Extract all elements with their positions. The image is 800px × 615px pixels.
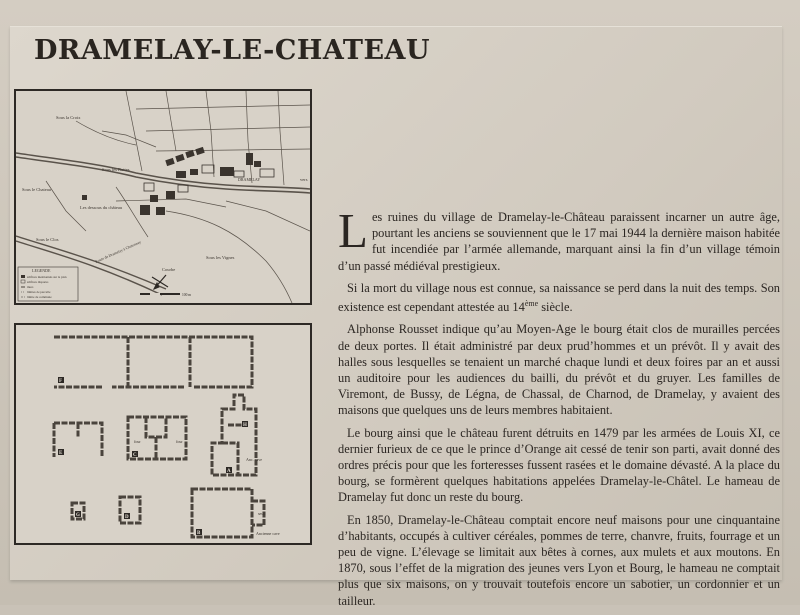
label-les-dessous-du-chateau: Les dessous du château [80, 205, 123, 210]
plan-marker: B [197, 531, 201, 536]
legend-item: édifices disparus [27, 280, 49, 284]
plan-marker: H [243, 423, 247, 428]
label-sous-les-vignes: Sous les Vignes [206, 255, 235, 260]
plan-marker: C [133, 453, 137, 458]
label-sous-la-croix: Sous la Croix [56, 115, 81, 120]
legend-title: LEGENDE [32, 268, 51, 273]
plan-marker: G [76, 513, 80, 518]
annotation-four-left: four [134, 439, 141, 444]
label-dramelay: DRAMELAY [238, 177, 261, 182]
legend-item: limite de commune [27, 295, 52, 299]
annotation-anc-cave: Anc. cave [246, 457, 262, 462]
information-sign [10, 26, 782, 608]
plan-marker: A [227, 469, 231, 474]
plan-marker: E [59, 451, 63, 456]
village-map-drawing [16, 91, 310, 303]
plan-marker: F [59, 379, 63, 384]
label-sous-le-chateau: Sous le Chateau [22, 187, 51, 192]
sign-title: DRAMELAY-LE-CHATEAU [34, 35, 431, 66]
building-plans [14, 323, 312, 545]
drop-cap: L [338, 203, 368, 258]
history-text [338, 203, 780, 615]
annotation-ancienne-cave: Ancienne cave [256, 531, 280, 536]
annotation-seuil: seuil [258, 511, 266, 516]
legend-item: édifices mentionnés sur le plan [27, 275, 67, 279]
building-plans-drawing [16, 325, 310, 543]
paragraph-middle-ages: Alphonse Rousset indique qu’au Moyen-Age le bourg était clos de murailles percées de deux portes. Il était administré par deux prud’hommes et un prévôt. Il y avait des halles sous lesquelles se tenaient un marché chaque lundi et deux foires par an et aussi un auditoire pour les audiences du bailli, du prévôt et du gruyer. Les familles de Viremont, de Bussy, de Légna, de Chassal, de Charnod, de Dramelay, y avaient des maisons que quelques uns de leurs membres habitaient. [338, 322, 780, 418]
scale-label: 100 m [182, 293, 192, 297]
superscript: ème [524, 299, 539, 309]
paragraph-origin [338, 280, 780, 316]
label-courbe: Courbe [162, 267, 176, 272]
plan-marker: D [125, 515, 129, 520]
label-route: Route de Dramelay à Chatonnay [94, 240, 142, 264]
label-sous-le-clos: Sous le Clos [36, 237, 59, 242]
legend-item: murs [27, 285, 34, 289]
village-map [14, 89, 312, 305]
label-vers: vers [300, 177, 308, 182]
paragraph-origin-end: siècle. [538, 300, 573, 315]
scale-bar [140, 293, 191, 297]
paragraph-destruction: Le bourg ainsi que le château furent détruits en 1479 par les armées de Louis XI, ce dernier furieux de ce que le prince d’Orange ait cessé de tenir son parti, avait donné des ordres précis pour que les forteresses fussent rasées et le domaine dévasté. A la place du bourg, se formèrent quelques habitations appelées Dramelay-le-Châtel. Le hameau de Dramelay fut donc un reste du bourg. [338, 425, 780, 505]
paragraph-origin-text: Si la mort du village nous est connue, sa naissance se perd dans la nuit des temps. Son existence est cependant attestée au 14 [338, 280, 780, 315]
annotation-four: four [176, 439, 183, 444]
label-sous-les-buttes: Sous les Buttes [102, 167, 130, 172]
map-legend [18, 267, 78, 301]
paragraph-decline: En 1850, Dramelay-le-Château comptait encore neuf maisons pour une cinquantaine d’habitants, occupés à cultiver céréales, pommes de terre, chanvre, fruits, fourrage et un peu de vigne. L’élevage se limitait aux bêtes à cornes, aux mulets et aux moutons. En 1870, sous l’effet de la migration des jeunes vers Lyon et Bourg, le hameau ne comptait plus que six maisons, on y trouvait toutefois encore un sabotier, un cordonnier et un tailleur. [338, 512, 780, 608]
legend-item: limites de parcelle [27, 290, 51, 294]
paragraph-intro [338, 203, 780, 274]
paragraph-intro-text: es ruines du village de Dramelay-le-Château paraissent incarner un autre âge, pourtant les anciens se souviennent que le 17 mai 1944 la dernière maison habitée fut incendiée par l’armée allemande, marquant ainsi la fin d’un village témoin d’un passé médiéval prestigieux. [338, 210, 780, 273]
